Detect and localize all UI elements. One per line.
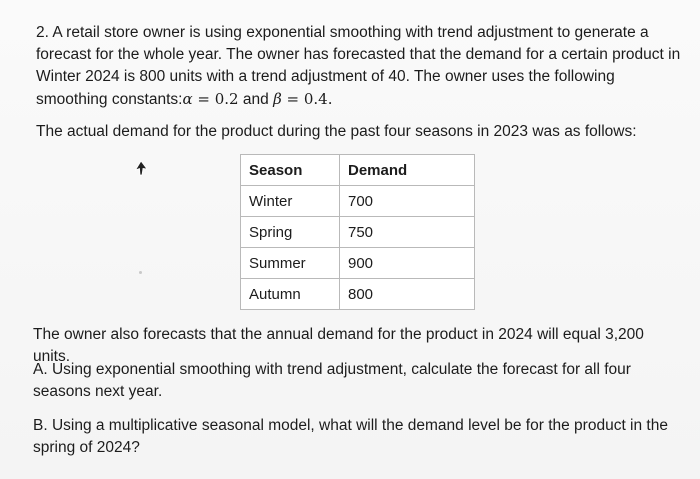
demand-cell: 900 (340, 248, 475, 279)
speck (139, 271, 142, 274)
beta-symbol: β (273, 90, 282, 108)
alpha-symbol: α (182, 90, 193, 108)
table-header-row (241, 155, 475, 186)
part-b-question: B. Using a multiplicative seasonal model, what will the demand level be for the product in the spring of 2024? (33, 417, 668, 456)
season-cell: Spring (241, 217, 340, 248)
question-intro-text: 2. A retail store owner is using exponential smoothing with trend adjustment to generate a forecast for the whole year. The owner has forecasted that the demand for a certain product in Winter 2024 is 800 units with a trend adjustment of 40. The owner uses the following smoothing constants: (36, 24, 681, 108)
table-row (241, 186, 475, 217)
table-row (241, 217, 475, 248)
header-demand: Demand (340, 155, 475, 186)
mouse-pointer-icon (134, 160, 148, 176)
and-text: and (238, 91, 274, 108)
demand-cell: 700 (340, 186, 475, 217)
alpha-value: = 0.2 (192, 90, 239, 108)
annual-demand-statement: The owner also forecasts that the annual demand for the product in 2024 will equal 3,200 units. (33, 326, 644, 365)
beta-value: = 0.4. (281, 90, 333, 108)
question-intro (36, 22, 686, 111)
demand-cell: 750 (340, 217, 475, 248)
demand-table (240, 154, 475, 310)
table-row (241, 248, 475, 279)
table-row (241, 279, 475, 310)
demand-intro: The actual demand for the product during the past four seasons in 2023 was as follows: (36, 123, 637, 140)
part-a-question: A. Using exponential smoothing with trend adjustment, calculate the forecast for all four seasons next year. (33, 361, 631, 400)
season-cell: Summer (241, 248, 340, 279)
demand-cell: 800 (340, 279, 475, 310)
season-cell: Autumn (241, 279, 340, 310)
season-cell: Winter (241, 186, 340, 217)
header-season: Season (241, 155, 340, 186)
